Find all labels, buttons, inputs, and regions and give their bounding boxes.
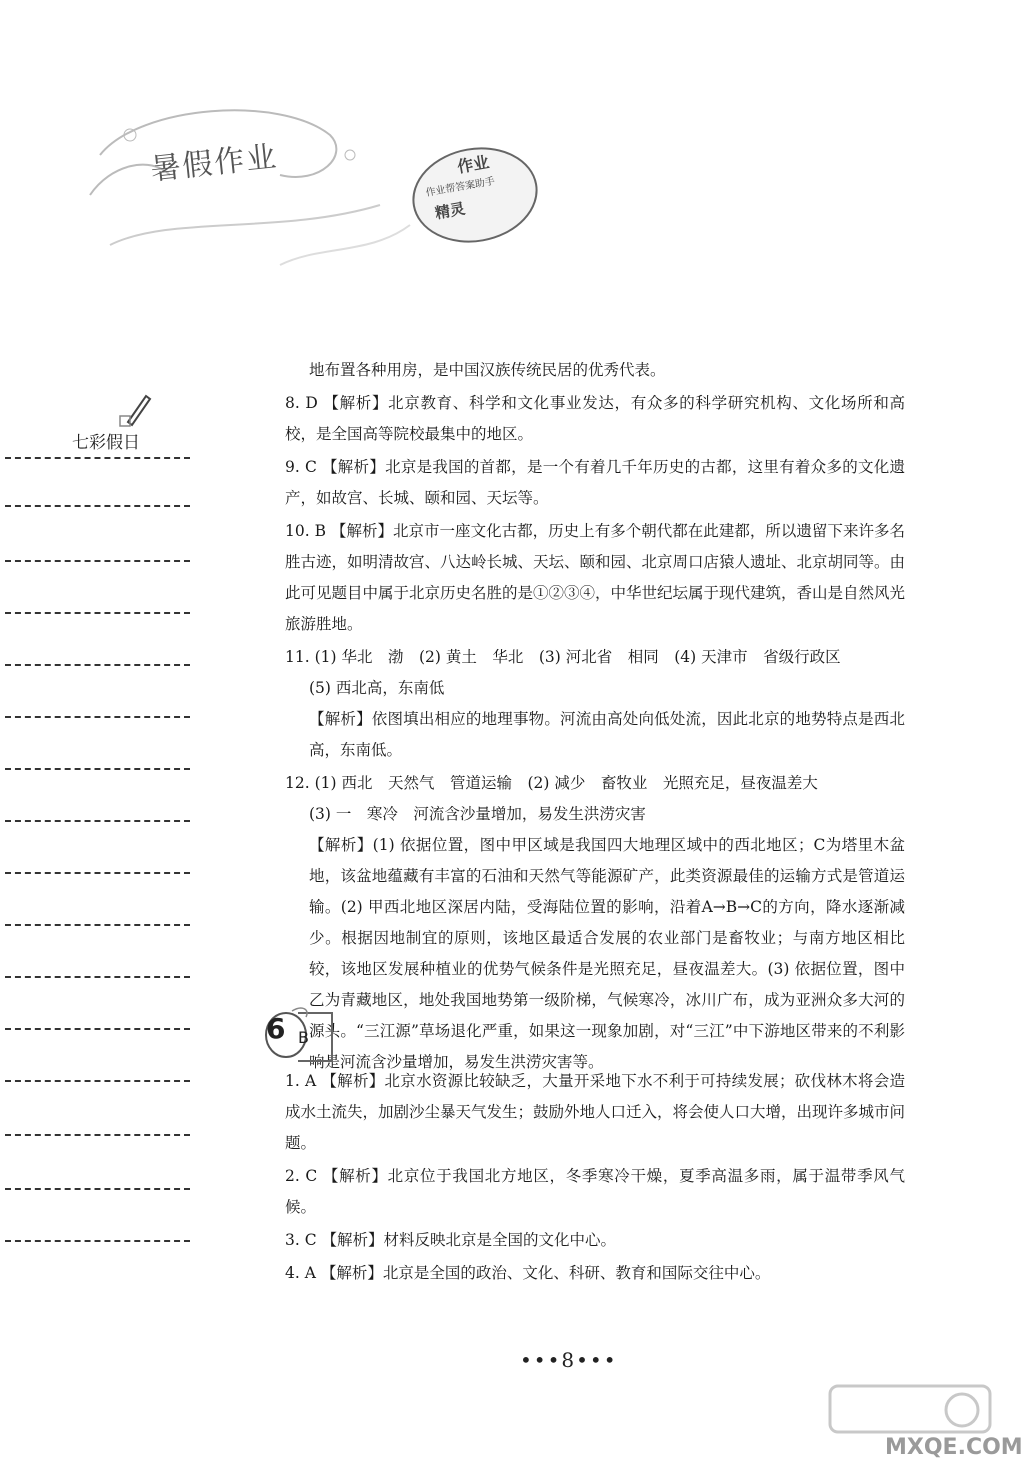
question-9: 9. C 【解析】北京是我国的首都，是一个有着几千年历史的古都，这里有着众多的文化遗产，如故宫、长城、颐和园、天坛等。 bbox=[285, 458, 905, 507]
question-3: 3. C 【解析】材料反映北京是全国的文化中心。 bbox=[285, 1231, 617, 1249]
dash-line bbox=[5, 664, 190, 666]
question-10: 10. B 【解析】北京市一座文化古都，历史上有多个朝代都在此建都，所以遗留下来许多名胜古迹，如明清故宫、八达岭长城、天坛、颐和园、北京周口店猿人遗址、北京胡同等。由此可见题目中属于北京历史名胜的是①②③④，中华世纪坛属于现代建筑，香山是自然风光旅游胜地。 bbox=[285, 522, 906, 633]
dash-line bbox=[5, 505, 190, 507]
header-title: 暑假作业 bbox=[148, 139, 280, 188]
dash-line bbox=[5, 560, 190, 562]
question-11-answer-part5: (5) 西北高，东南低 bbox=[309, 679, 445, 697]
section-number: 6 bbox=[266, 1012, 286, 1045]
dash-line bbox=[5, 612, 190, 614]
intro-paragraph: 地布置各种用房，是中国汉族传统民居的优秀代表。 bbox=[309, 361, 666, 379]
answer-content-section-6 bbox=[285, 1066, 905, 1291]
section-letter: B bbox=[298, 1028, 309, 1047]
dash-line bbox=[5, 820, 190, 822]
question-4: 4. A 【解析】北京是全国的政治、文化、科研、教育和国际交往中心。 bbox=[285, 1264, 771, 1282]
dash-line bbox=[5, 457, 190, 459]
question-12-answer-part3: (3) 一 寒冷 河流含沙量增加，易发生洪涝灾害 bbox=[309, 805, 646, 823]
header-decoration bbox=[80, 95, 420, 295]
dash-line bbox=[5, 768, 190, 770]
sidebar-label: 七彩假日 bbox=[72, 433, 140, 453]
dash-line bbox=[5, 1134, 190, 1136]
question-8: 8. D 【解析】北京教育、科学和文化事业发达，有众多的科学研究机构、文化场所和高校，是全国高等院校最集中的地区。 bbox=[285, 394, 905, 443]
dash-line bbox=[5, 1028, 190, 1030]
question-12-answer: 12. (1) 西北 天然气 管道运输 (2) 减少 畜牧业 光照充足，昼夜温差大 bbox=[285, 774, 818, 792]
page-number: •••8••• bbox=[520, 1348, 618, 1372]
question-11-analysis: 【解析】依图填出相应的地理事物。河流由高处向低处流，因此北京的地势特点是西北高，东南低。 bbox=[309, 710, 905, 759]
stamp-bottom-text: 精灵 bbox=[433, 199, 467, 223]
dash-line bbox=[5, 1080, 190, 1082]
question-1: 1. A 【解析】北京水资源比较缺乏，大量开采地下水不利于可持续发展；砍伐林木将会造成水土流失，加剧沙尘暴天气发生；鼓励外地人口迁入，将会使人口大增，出现许多城市问题。 bbox=[285, 1072, 906, 1152]
question-11-answer: 11. (1) 华北 渤 (2) 黄土 华北 (3) 河北省 相同 (4) 天津市 省级行政区 bbox=[285, 648, 841, 666]
pen-icon bbox=[116, 390, 156, 430]
stamp-middle-text: 作业帮答案助手 bbox=[424, 175, 496, 199]
dash-line bbox=[5, 1240, 190, 1242]
answer-content bbox=[285, 355, 905, 1078]
watermark-text: MXQE.COM bbox=[885, 1435, 1023, 1460]
question-2: 2. C 【解析】北京位于我国北方地区，冬季寒冷干燥，夏季高温多雨，属于温带季风气候。 bbox=[285, 1167, 905, 1216]
dash-line bbox=[5, 872, 190, 874]
stamp-top-text: 作业 bbox=[455, 152, 491, 177]
dash-line bbox=[5, 716, 190, 718]
dash-line bbox=[5, 924, 190, 926]
question-12-analysis: 【解析】(1) 依据位置，图中甲区域是我国四大地理区域中的西北地区；C为塔里木盆地，该盆地蕴藏有丰富的石油和天然气等能源矿产，此类资源最佳的运输方式是管道运输。(2) 甲西北地区深居内陆，受海陆位置的影响，沿着A→B→C的方向，降水逐渐减少。根据因地制宜的原则，该地区最适合发展的农业部门是畜牧业；与南方地区相比较，该地区发展种植业的优势气候条件是光照充足，昼夜温差大。(3) 依据位置，图中乙为青藏地区，地处我国地势第一级阶梯，气候寒冷，冰川广布，成为亚洲众多大河的源头。“三江源”草场退化严重，如果这一现象加剧，对“三江”中下游地区带来的不利影响是河流含沙量增加，易发生洪涝灾害等。 bbox=[309, 836, 905, 1071]
dash-line bbox=[5, 1188, 190, 1190]
dash-line bbox=[5, 976, 190, 978]
